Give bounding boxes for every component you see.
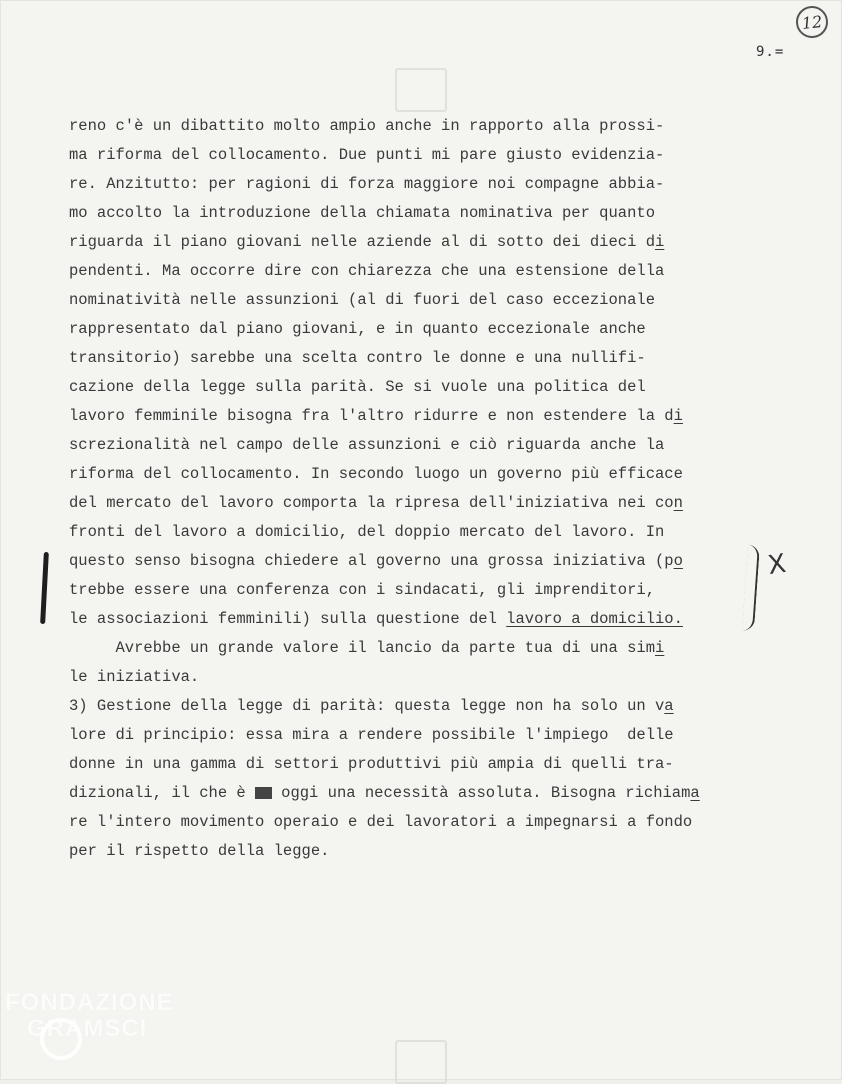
text-segment: transitorio) sarebbe una scelta contro le donne e una nullifi- — [69, 349, 646, 367]
text-segment: cazione della legge sulla parità. Se si vuole una politica del — [69, 378, 646, 396]
circled-page-number: 12 — [794, 4, 829, 39]
text-line — [69, 605, 749, 634]
text-line — [69, 808, 749, 837]
text-segment: riguarda il piano giovani nelle aziende al di sotto dei dieci d — [69, 233, 655, 251]
text-segment: nominatività nelle assunzioni (al di fuori del caso eccezionale — [69, 291, 655, 309]
text-line — [69, 344, 749, 373]
text-line — [69, 199, 749, 228]
margin-x-mark: X — [765, 548, 788, 582]
page-number: 9.= — [756, 44, 785, 60]
watermark-g-logo — [40, 1018, 82, 1060]
text-line — [69, 489, 749, 518]
text-segment: le iniziativa. — [69, 668, 200, 686]
foundation-watermark — [5, 990, 174, 1042]
struck-out-text: xxx — [255, 787, 272, 799]
text-segment: trebbe essere una conferenza con i sindacati, gli imprenditori, — [69, 581, 655, 599]
text-segment: donne in una gamma di settori produttivi più ampia di quelli tra- — [69, 755, 674, 773]
text-line — [69, 518, 749, 547]
text-segment: re. Anzitutto: per ragioni di forza maggiore noi compagne abbia- — [69, 175, 665, 193]
text-segment: reno c'è un dibattito molto ampio anche in rapporto alla prossi- — [69, 117, 665, 135]
text-line — [69, 663, 749, 692]
text-line — [69, 721, 749, 750]
text-segment: per il rispetto della legge. — [69, 842, 330, 860]
text-segment: 3) Gestione della legge di parità: questa legge non ha solo un v — [69, 697, 665, 715]
text-line — [69, 431, 749, 460]
text-line — [69, 257, 749, 286]
text-segment: re l'intero movimento operaio e dei lavoratori a impegnarsi a fondo — [69, 813, 693, 831]
text-segment: lavoro femminile bisogna fra l'altro ridurre e non estendere la d — [69, 407, 674, 425]
text-line — [69, 692, 749, 721]
text-line — [69, 373, 749, 402]
watermark-emblem-top — [395, 68, 447, 112]
text-line — [69, 779, 749, 808]
text-segment: lavoro a domicilio. — [506, 610, 683, 628]
text-segment: i — [655, 233, 665, 251]
text-segment: i — [673, 407, 683, 425]
text-segment: mo accolto la introduzione della chiamata nominativa per quanto — [69, 204, 655, 222]
text-segment: dizionali, il che è — [69, 784, 256, 802]
text-segment: n — [673, 494, 683, 512]
text-line — [69, 228, 749, 257]
text-segment: fronti del lavoro a domicilio, del doppio mercato del lavoro. In — [69, 523, 665, 541]
text-segment: questo senso bisogna chiedere al governo una grossa iniziativa (p — [69, 552, 674, 570]
text-line — [69, 576, 749, 605]
text-segment: pendenti. Ma occorre dire con chiarezza che una estensione della — [69, 262, 665, 280]
text-line — [69, 402, 749, 431]
text-line — [69, 547, 749, 576]
margin-bar-mark — [40, 552, 49, 624]
text-segment: a — [664, 697, 674, 715]
text-segment: riforma del collocamento. In secondo luogo un governo più efficace — [69, 465, 683, 483]
watermark-line-2: GRAMSCI — [27, 1015, 148, 1042]
text-segment: o — [673, 552, 683, 570]
text-segment: a — [690, 784, 700, 802]
text-line — [69, 286, 749, 315]
text-line — [69, 750, 749, 779]
text-segment: le associazioni femminili) sulla questione del — [69, 610, 507, 628]
watermark-line-1: FONDAZIONE — [5, 989, 174, 1016]
text-segment: oggi una necessità assoluta. Bisogna richiam — [271, 784, 691, 802]
text-segment: Avrebbe un grande valore il lancio da parte tua di una sim — [69, 639, 655, 657]
text-line — [69, 170, 749, 199]
text-line — [69, 634, 749, 663]
text-line — [69, 112, 749, 141]
text-segment: i — [655, 639, 665, 657]
typewritten-body — [69, 112, 749, 866]
text-line — [69, 460, 749, 489]
text-segment: del mercato del lavoro comporta la ripresa dell'iniziativa nei co — [69, 494, 674, 512]
text-segment: rappresentato dal piano giovani, e in quanto eccezionale anche — [69, 320, 646, 338]
text-segment: lore di principio: essa mira a rendere possibile l'impiego delle — [69, 726, 674, 744]
text-line — [69, 837, 749, 866]
text-segment: ma riforma del collocamento. Due punti mi pare giusto evidenzia- — [69, 146, 665, 164]
text-line — [69, 315, 749, 344]
text-segment: screzionalità nel campo delle assunzioni e ciò riguarda anche la — [69, 436, 665, 454]
watermark-emblem-bottom — [395, 1040, 447, 1084]
text-line — [69, 141, 749, 170]
